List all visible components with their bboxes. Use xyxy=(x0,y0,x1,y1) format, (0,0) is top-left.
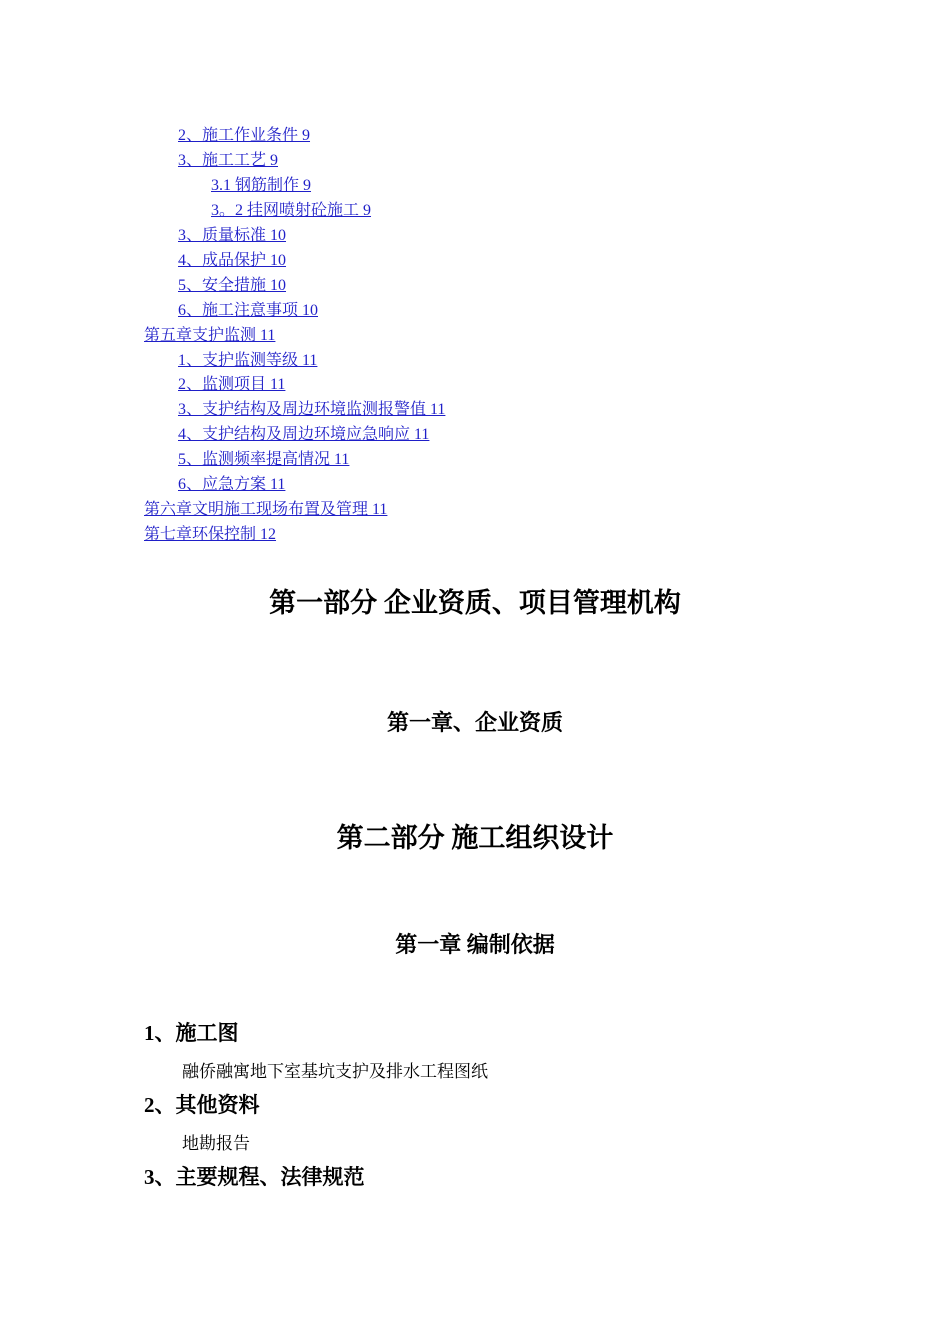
part1-chapter1-heading: 第一章、企业资质 xyxy=(386,710,563,735)
toc-link[interactable]: 5、监测频率提高情况 11 xyxy=(178,451,350,468)
section-heading: 1、施工图 xyxy=(144,1021,239,1045)
toc-link[interactable]: 3、支护结构及周边环境监测报警值 11 xyxy=(178,401,446,418)
section-heading: 2、其他资料 xyxy=(144,1093,260,1117)
section-text: 地勘报告 xyxy=(182,1134,250,1153)
toc-link[interactable]: 第六章文明施工现场布置及管理 11 xyxy=(144,501,388,518)
toc-link[interactable]: 3、施工工艺 9 xyxy=(178,152,279,169)
toc-link[interactable]: 2、监测项目 11 xyxy=(178,376,286,393)
toc-link[interactable]: 3、质量标准 10 xyxy=(178,227,287,244)
toc-link[interactable]: 第五章支护监测 11 xyxy=(144,327,276,344)
toc-link[interactable]: 4、成品保护 10 xyxy=(178,252,287,269)
toc-link[interactable]: 5、安全措施 10 xyxy=(178,277,287,294)
section-heading: 3、主要规程、法律规范 xyxy=(144,1165,365,1189)
toc-link[interactable]: 第七章环保控制 12 xyxy=(144,526,277,543)
toc-link[interactable]: 6、应急方案 11 xyxy=(178,476,286,493)
toc-link[interactable]: 4、支护结构及周边环境应急响应 11 xyxy=(178,426,430,443)
toc-link[interactable]: 2、施工作业条件 9 xyxy=(178,127,311,144)
part2-chapter1-heading: 第一章 编制依据 xyxy=(395,932,555,957)
toc-link[interactable]: 3。2 挂网喷射砼施工 9 xyxy=(211,202,372,219)
toc-link[interactable]: 6、施工注意事项 10 xyxy=(178,302,319,319)
part1-title: 第一部分 企业资质、项目管理机构 xyxy=(269,588,681,618)
part2-title: 第二部分 施工组织设计 xyxy=(336,823,614,853)
toc-link[interactable]: 1、支护监测等级 11 xyxy=(178,352,318,369)
toc-link[interactable]: 3.1 钢筋制作 9 xyxy=(211,177,312,194)
section-text: 融侨融寓地下室基坑支护及排水工程图纸 xyxy=(182,1062,488,1081)
